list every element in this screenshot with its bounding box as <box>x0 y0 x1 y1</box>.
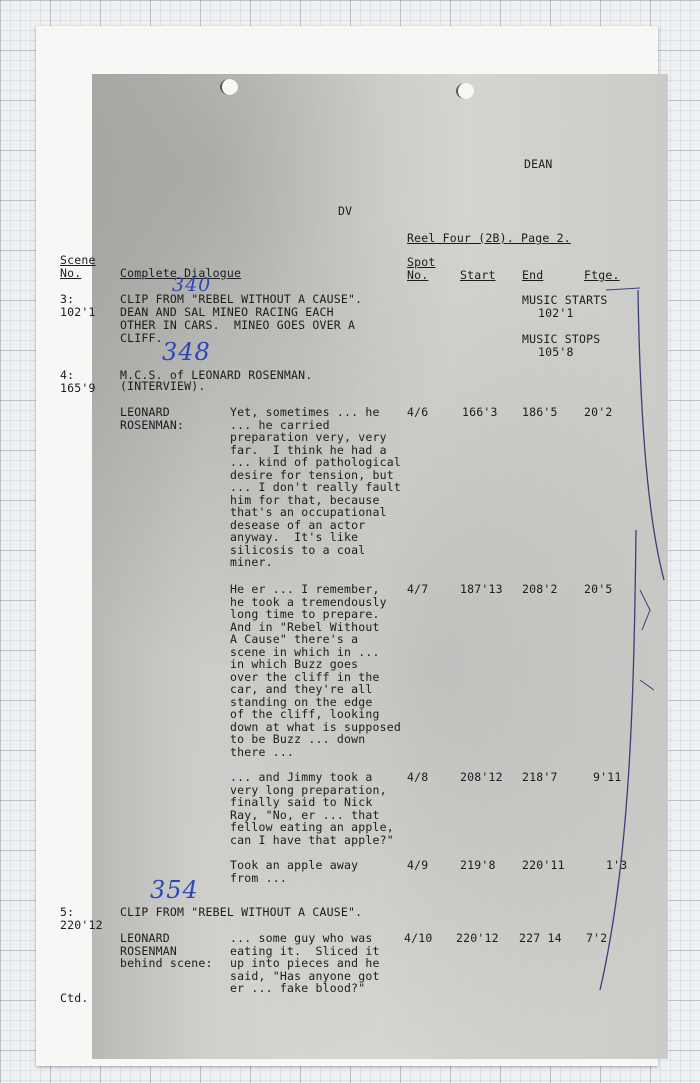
speech-line: Yet, sometimes ... he <box>230 405 380 419</box>
start-value: 166'3 <box>462 405 498 419</box>
spot-number: 4/10 <box>404 931 433 945</box>
speaker-1-line1: LEONARD <box>120 405 170 419</box>
speech-line: fellow eating an apple, <box>230 820 394 834</box>
speech-line: in which Buzz goes <box>230 657 359 671</box>
end-value: 208'2 <box>522 582 558 596</box>
scene-3-line3: OTHER IN CARS. MINEO GOES OVER A <box>120 318 356 332</box>
speech-line: he took a tremendously <box>230 594 387 609</box>
scene-4-number: 4: <box>60 368 75 382</box>
end-value: 218'7 <box>522 770 558 784</box>
scene-4-line1: M.C.S. of LEONARD ROSENMAN. <box>120 368 313 382</box>
speech-line: ... some guy who was <box>230 931 373 945</box>
spot-number: 4/7 <box>407 582 429 596</box>
start-value: 187'13 <box>460 582 503 596</box>
handwritten-number-354: 354 <box>150 876 199 904</box>
scene-4-footage: 165'9 <box>60 381 96 395</box>
speech-line: of the cliff, looking <box>230 707 380 721</box>
speech-line: ... kind of pathological <box>230 455 401 469</box>
speech-line: eating it. Sliced it <box>230 943 380 958</box>
speaker-2-line1: LEONARD <box>120 931 170 945</box>
music-stops: MUSIC STOPS <box>522 332 601 346</box>
spot-number: 4/6 <box>407 405 429 419</box>
speech-line: there ... <box>230 744 295 759</box>
start-value: 220'12 <box>456 931 499 945</box>
continued-label: Ctd. <box>60 991 89 1005</box>
start-value: 208'12 <box>460 770 503 784</box>
col-start: Start <box>460 268 496 282</box>
scene-3-line2: DEAN AND SAL MINEO RACING EACH <box>120 305 334 319</box>
speech-line: that's an occupational <box>230 505 387 519</box>
scene-3-number: 3: <box>60 292 75 306</box>
speech-line: desire for tension, but <box>230 467 394 482</box>
speech-line: And in "Rebel Without <box>230 619 380 634</box>
speech-line: from ... <box>230 870 287 885</box>
speech-line: ... I don't really fault <box>230 480 401 494</box>
scene-4-line2: (INTERVIEW). <box>120 379 206 393</box>
speech-line: down at what is supposed <box>230 719 401 734</box>
header-name: DEAN <box>524 157 553 171</box>
speech-line: scene in which in ... <box>230 644 380 659</box>
footage-value: 7'2 <box>586 931 608 945</box>
end-value: 186'5 <box>522 405 558 419</box>
speech-line: to be Buzz ... down <box>230 732 366 746</box>
speech-line: ... and Jimmy took a <box>230 770 373 784</box>
speech-line: miner. <box>230 555 273 569</box>
music-starts-value: 102'1 <box>538 306 574 320</box>
speech-line: over the cliff in the <box>230 669 380 684</box>
scene-3-line4: CLIFF. <box>120 331 163 345</box>
speech-line: Ray, "No, er ... that <box>230 807 380 822</box>
reel-page: Reel Four (2B). Page 2. <box>407 231 571 245</box>
start-value: 219'8 <box>460 858 496 872</box>
header-initials: DV <box>338 204 353 218</box>
speaker-2-line3: behind scene: <box>120 956 213 970</box>
speech-line: He er ... I remember, <box>230 582 380 596</box>
speaker-1-line2: ROSENMAN: <box>120 418 185 432</box>
speech-line: up into pieces and he <box>230 956 380 970</box>
speech-line: can I have that apple?" <box>230 832 394 847</box>
scene-3-footage: 102'1 <box>60 305 96 319</box>
col-scene-line1: Scene <box>60 253 96 267</box>
handwritten-number-340: 340 <box>172 274 212 296</box>
speech-line: car, and they're all <box>230 682 373 696</box>
footage-value: 9'11 <box>593 770 622 784</box>
speech-line: very long preparation, <box>230 782 387 797</box>
music-starts: MUSIC STARTS <box>522 293 608 307</box>
scene-5-line1: CLIP FROM "REBEL WITHOUT A CAUSE". <box>120 905 363 919</box>
speech-line: finally said to Nick <box>230 795 373 809</box>
col-spot-line1: Spot <box>407 255 436 269</box>
footage-value: 20'2 <box>584 405 613 419</box>
music-stops-value: 105'8 <box>538 345 574 359</box>
col-end: End <box>522 268 544 282</box>
speech-line: desease of an actor <box>230 517 366 532</box>
spot-number: 4/8 <box>407 770 429 784</box>
speech-line: preparation very, very <box>230 430 387 444</box>
speech-line: said, "Has anyone got <box>230 968 380 983</box>
speech-line: standing on the edge <box>230 694 373 709</box>
speech-line: silicosis to a coal <box>230 542 366 557</box>
end-value: 227 14 <box>519 931 562 945</box>
speech-line: anyway. It's like <box>230 530 359 544</box>
footage-value: 20'5 <box>584 582 613 596</box>
col-dialogue: Complete Dialogue <box>120 266 242 280</box>
scene-5-number: 5: <box>60 905 75 919</box>
scene-3-line1: CLIP FROM "REBEL WITHOUT A CAUSE". <box>120 292 363 306</box>
speech-line: long time to prepare. <box>230 607 380 621</box>
speech-line: A Cause" there's a <box>230 632 359 646</box>
speech-line: far. I think he had a <box>230 442 387 457</box>
speaker-2-line2: ROSENMAN <box>120 943 177 958</box>
end-value: 220'11 <box>522 858 565 872</box>
speech-line: him for that, because <box>230 492 380 507</box>
speech-line: ... he carried <box>230 417 330 432</box>
handwritten-number-348: 348 <box>162 338 211 366</box>
spot-number: 4/9 <box>407 858 429 872</box>
speech-line: er ... fake blood?" <box>230 981 366 995</box>
footage-value: 1'3 <box>606 858 628 872</box>
speech-line: Took an apple away <box>230 858 359 872</box>
col-scene-line2: No. <box>60 266 82 280</box>
col-ftge: Ftge. <box>584 268 620 282</box>
col-spot-line2: No. <box>407 268 429 282</box>
scene-5-footage: 220'12 <box>60 918 103 932</box>
